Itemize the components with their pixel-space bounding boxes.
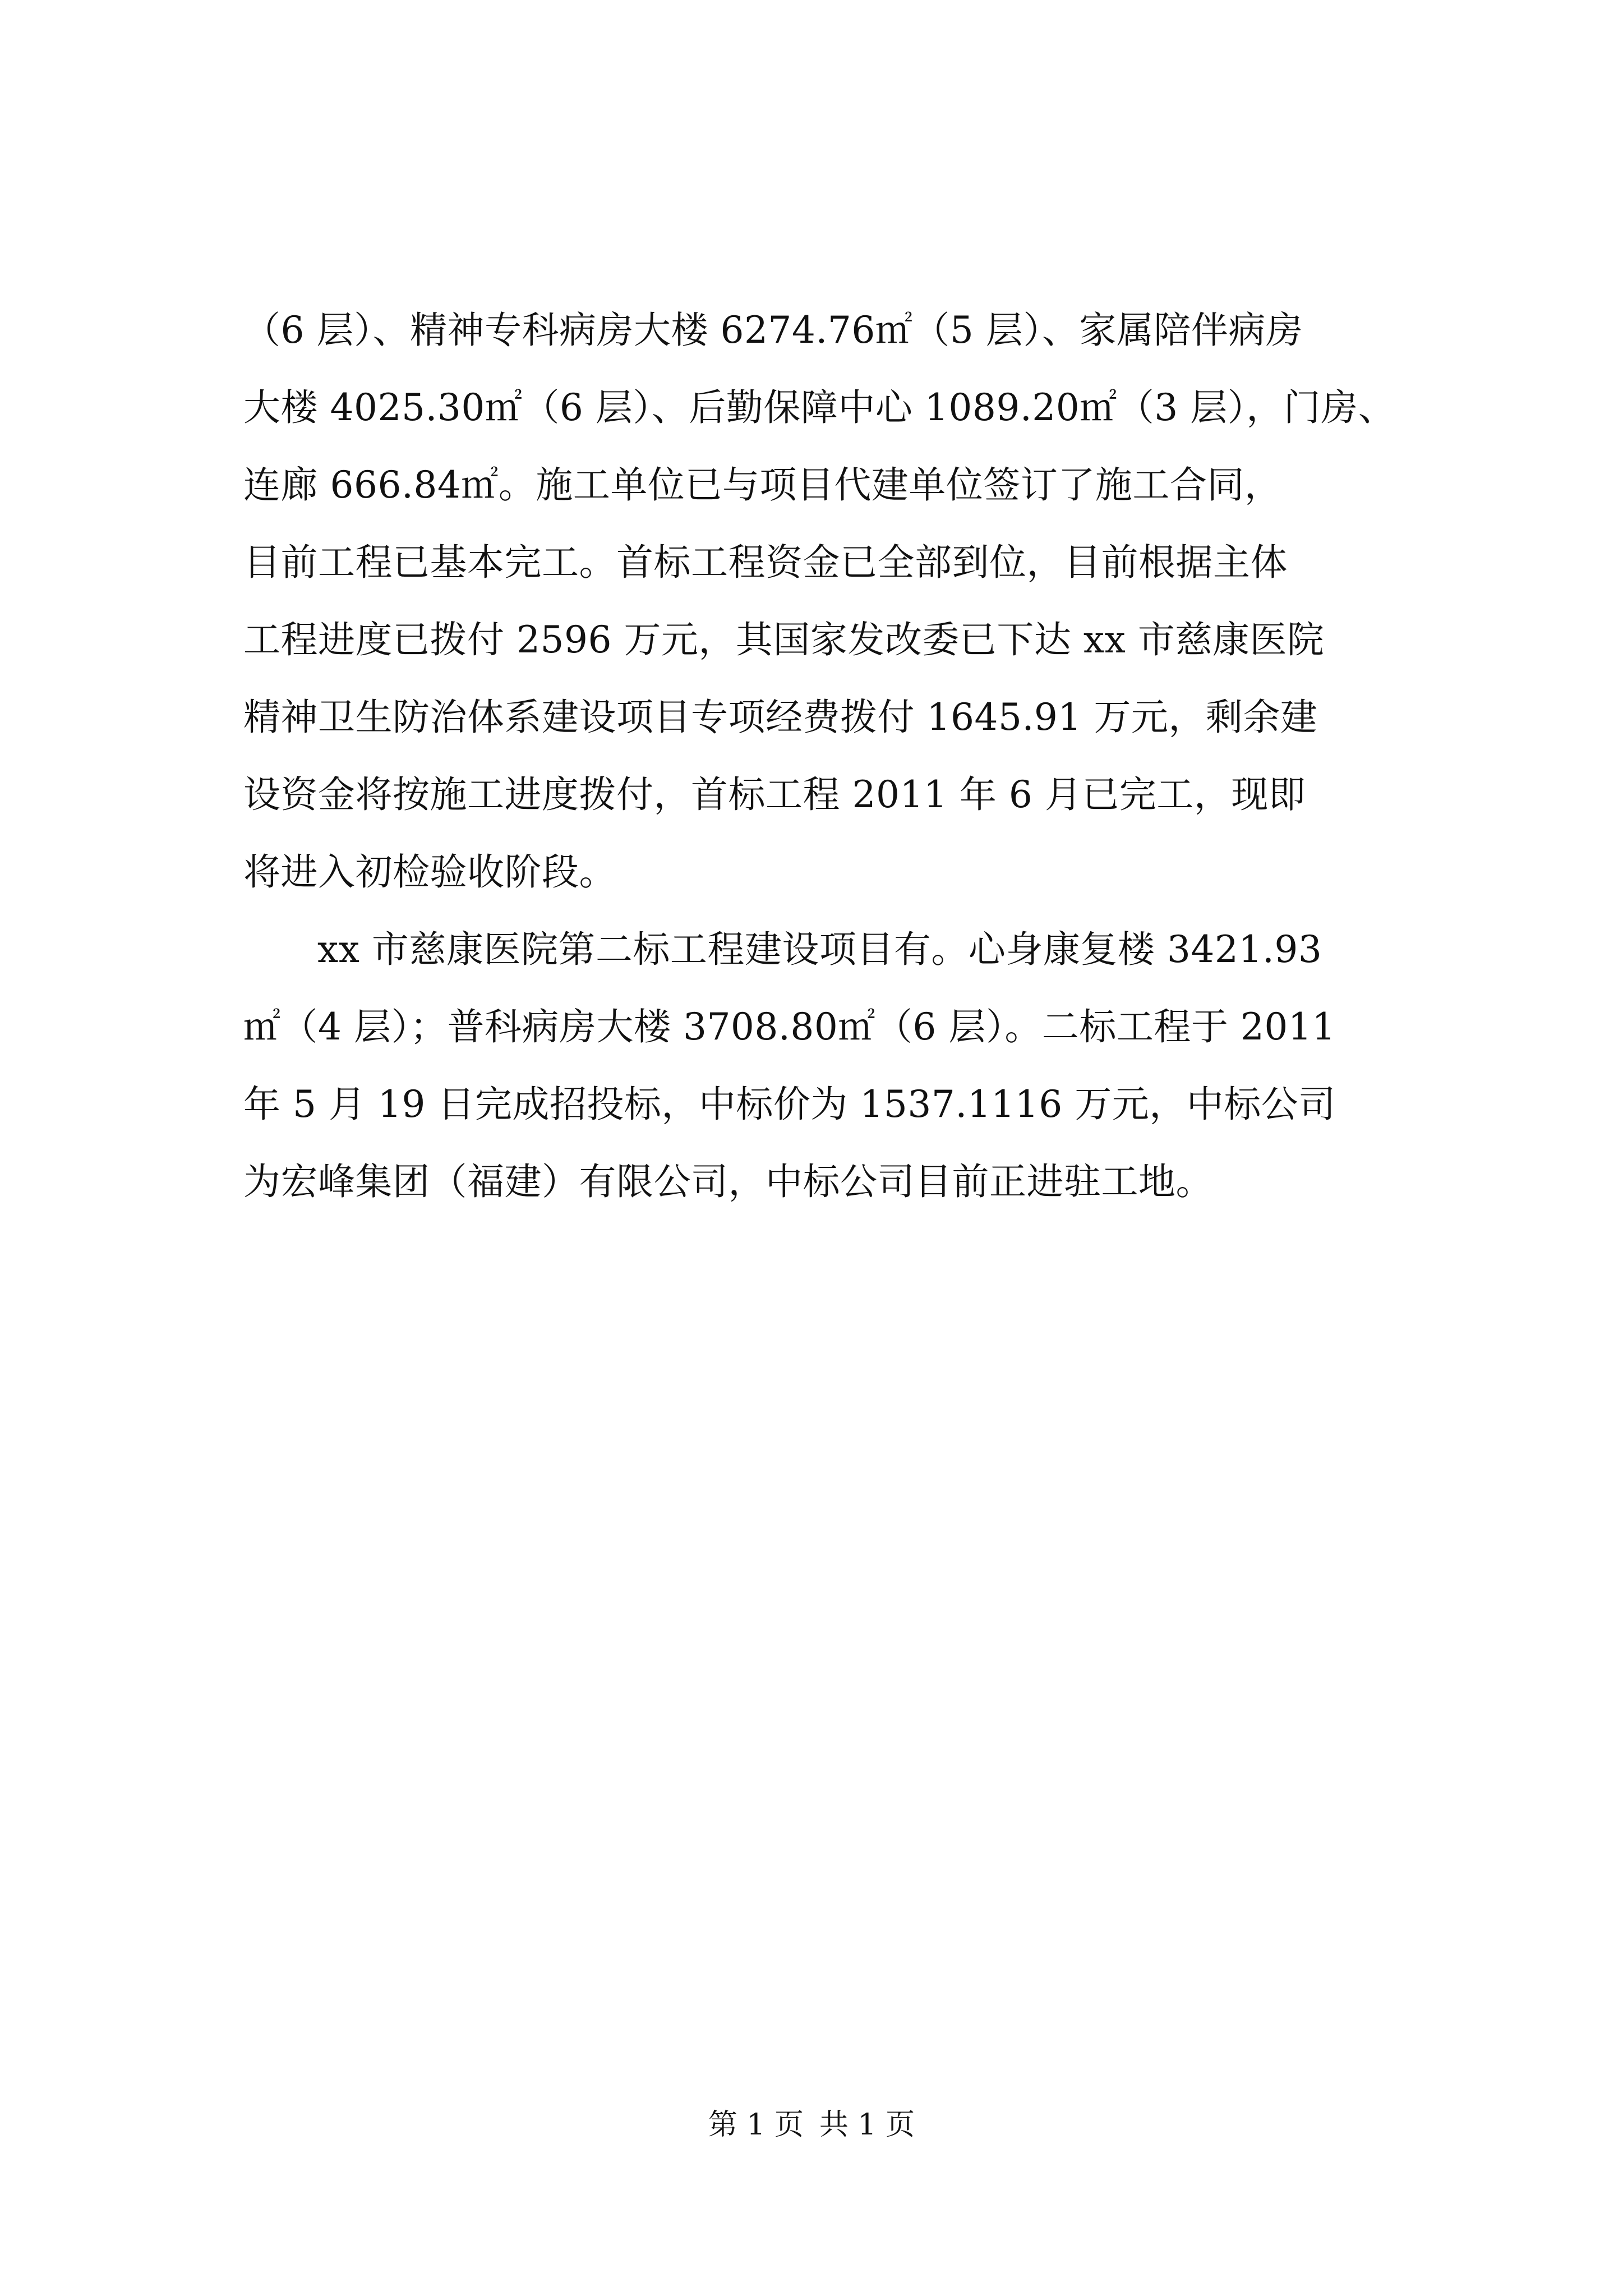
text-line: 连廊 666.84㎡。施工单位已与项目代建单位签订了施工合同， xyxy=(243,463,1282,507)
text-line: 大楼 4025.30㎡（6 层）、后勤保障中心 1089.20㎡（3 层），门房、 xyxy=(243,386,1396,429)
text-line: ㎡（4 层）；普科病房大楼 3708.80㎡（6 层）。二标工程于 2011 xyxy=(243,1005,1336,1048)
text-line: 年 5 月 19 日完成招投标，中标价为 1537.1116 万元，中标公司 xyxy=(243,1083,1336,1126)
paragraph-2 xyxy=(243,911,1410,1221)
page-total: 共 1 页 xyxy=(819,2108,915,2142)
document-body xyxy=(243,292,1410,1221)
text-line: （6 层）、精神专科病房大楼 6274.76㎡（5 层）、家属陪伴病房 xyxy=(243,309,1303,352)
page-number: 第 1 页 xyxy=(708,2108,804,2142)
page-footer xyxy=(0,2107,1623,2143)
text-line: 目前工程已基本完工。首标工程资金已全部到位，目前根据主体 xyxy=(243,541,1288,584)
text-line: 为宏峰集团（福建）有限公司，中标公司目前正进驻工地。 xyxy=(243,1160,1213,1203)
text-line: 将进入初检验收阶段。 xyxy=(243,850,616,894)
paragraph-1 xyxy=(243,292,1410,911)
text-line: 精神卫生防治体系建设项目专项经费拨付 1645.91 万元，剩余建 xyxy=(243,696,1318,739)
text-line: xx 市慈康医院第二标工程建设项目有。心身康复楼 3421.93 xyxy=(317,928,1322,971)
text-line: 工程进度已拨付 2596 万元，其国家发改委已下达 xx 市慈康医院 xyxy=(243,618,1325,661)
text-line: 设资金将按施工进度拨付，首标工程 2011 年 6 月已完工，现即 xyxy=(243,773,1306,816)
